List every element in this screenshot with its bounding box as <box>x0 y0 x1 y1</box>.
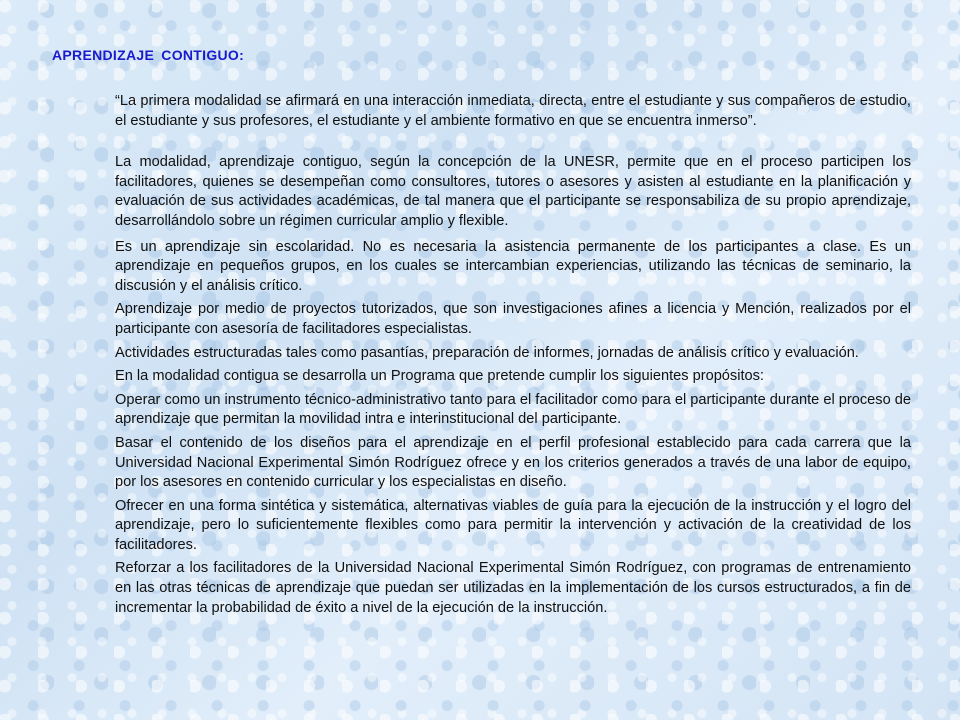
paragraph: Ofrecer en una forma sintética y sistemática, alternativas viables de guía para la ejecución de la instrucción y el logro del aprendizaje, pero lo suficientemente flexibles como para permitir la intervención y activación de la creatividad de los facilitadores. <box>115 497 911 553</box>
paragraph: Aprendizaje por medio de proyectos tutorizados, que son investigaciones afines a licencia y Mención, realizados por el participante con asesoría de facilitadores especialistas. <box>115 301 911 337</box>
paragraph: Operar como un instrumento técnico-administrativo tanto para el facilitador como para el participante durante el proceso de aprendizaje que permitan la movilidad intra e interinstitucional del participante. <box>115 391 911 428</box>
paragraph-quote: “La primera modalidad se afirmará en una interacción inmediata, directa, entre el estudiante y sus compañeros de estudio, el estudiante y sus profesores, el estudiante y el ambiente formativo en que se encuentra inmerso”. <box>115 93 911 129</box>
paragraph: Basar el contenido de los diseños para el aprendizaje en el perfil profesional establecido para cada carrera que la Universidad Nacional Experimental Simón Rodríguez ofrece y en los criterios generados a través de una labor de equipo, por los asesores en contenido curricular y los especialistas en diseño. <box>115 434 911 491</box>
paragraph: La modalidad, aprendizaje contiguo, según la concepción de la UNESR, permite que en el proceso participen los facilitadores, quienes se desempeñan como consultores, tutores o asesores y asisten al estudiante en la planificación y evaluación de sus actividades académicas, de tal manera que el participante se responsabiliza de su propio aprendizaje, desarrollándolo sobre un régimen curricular amplio y flexible. <box>115 154 911 229</box>
paragraph: Es un aprendizaje sin escolaridad. No es necesaria la asistencia permanente de los participantes a clase. Es un aprendizaje en pequeños grupos, en los cuales se intercambian experiencias, utilizando las técnicas de seminario, la discusión y el análisis crítico. <box>115 238 911 294</box>
paragraph: Reforzar a los facilitadores de la Universidad Nacional Experimental Simón Rodríguez, con programas de entrenamiento en las otras técnicas de aprendizaje que puedan ser utilizadas en la implementación de los cursos estructurados, a fin de incrementar la probabilidad de éxito a nivel de la ejecución de la instrucción. <box>115 560 911 616</box>
paragraph: Actividades estructuradas tales como pasantías, preparación de informes, jornadas de análisis crítico y evaluación. <box>115 344 859 361</box>
page-title: APRENDIZAJE CONTIGUO: <box>52 47 245 63</box>
paragraph: En la modalidad contigua se desarrolla un Programa que pretende cumplir los siguientes propósitos: <box>115 368 764 385</box>
body-text <box>115 92 911 622</box>
